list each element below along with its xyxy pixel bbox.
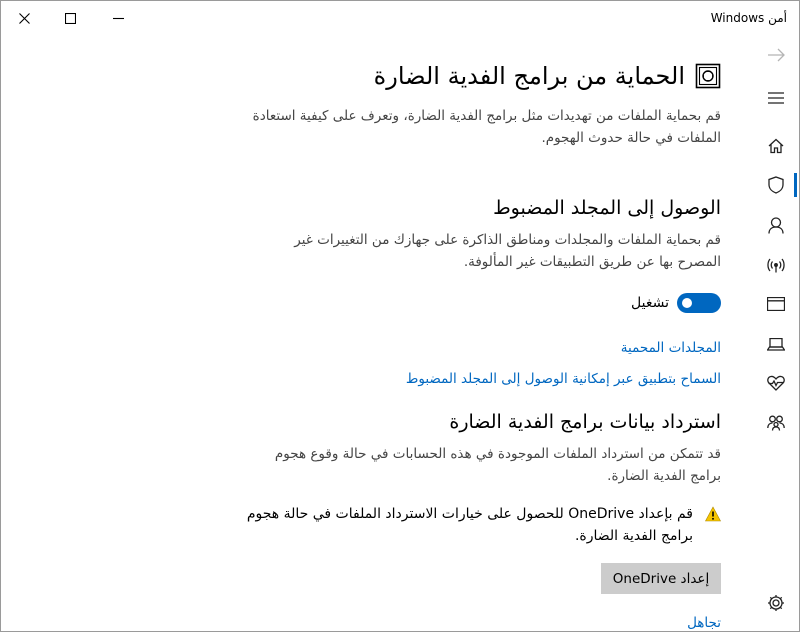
maximize-icon [65,13,76,24]
nav-item-device-security[interactable] [753,324,799,364]
home-icon [768,138,784,154]
settings-icon [767,594,785,612]
back-icon [767,48,785,62]
nav-item-home[interactable] [753,126,799,166]
protected-folders-link[interactable]: المجلدات المحمية [620,340,721,356]
nav-item-family-options[interactable] [753,403,799,443]
maximize-button[interactable] [47,1,93,35]
toggle-knob [682,298,692,308]
back-button[interactable] [753,35,799,75]
nav-item-virus-protection[interactable] [753,165,799,205]
folder-access-toggle-row [631,291,721,315]
nav-item-device-health[interactable] [753,363,799,403]
folder-access-toggle[interactable] [677,293,721,313]
recovery-description: قد تتمكن من استرداد الملفات الموجودة في هذه الحسابات في حالة وقوع هجوم برامج الفدية الضارة. [274,446,721,484]
laptop-icon [767,338,785,351]
title-bar [1,1,799,35]
heart-pulse-icon [767,375,785,391]
minimize-button[interactable] [95,1,141,35]
app-browser-icon [767,297,785,311]
nav-item-settings[interactable] [753,583,799,623]
nav-item-account[interactable] [753,205,799,245]
warning-text: قم بإعداد OneDrive للحصول على خيارات الاسترداد الملفات في حالة هجوم برامج الفدية الضارة. [246,506,693,544]
wireless-icon [767,257,785,273]
shield-icon [768,176,784,194]
dismiss-link[interactable]: تجاهل [687,615,721,631]
onedrive-warning [231,503,721,547]
warning-icon [705,506,721,522]
navigation-rail [753,35,799,631]
nav-item-app-browser[interactable] [753,284,799,324]
family-icon [767,415,785,431]
page-title-row [231,59,721,93]
recovery-heading: استرداد بيانات برامج الفدية الضارة [449,411,721,433]
page-title: الحماية من برامج الفدية الضارة [373,62,685,90]
minimize-icon [113,13,124,24]
close-icon [19,13,30,24]
ransomware-protection-icon [695,63,721,89]
person-icon [768,217,784,234]
setup-onedrive-button[interactable]: إعداد OneDrive [601,563,721,594]
folder-access-heading: الوصول إلى المجلد المضبوط [493,197,721,219]
page-intro: قم بحماية الملفات من تهديدات مثل برامج الفدية الضارة، وتعرف على كيفية استعادة الملفات في حالة حدوث الهجوم. [252,108,721,146]
allow-app-link[interactable]: السماح بتطبيق عبر إمكانية الوصول إلى المجلد المضبوط [405,371,721,387]
toggle-label: تشغيل [631,295,669,311]
window-title: أمن Windows [710,11,787,25]
nav-menu-button[interactable] [753,78,799,118]
folder-access-description: قم بحماية الملفات والمجلدات ومناطق الذاكرة على جهازك من التغييرات غير المصرح بها عن طريق التطبيقات غير المألوفة. [294,232,721,270]
nav-item-firewall[interactable] [753,245,799,285]
menu-icon [768,92,784,104]
nav-active-indicator [794,173,797,197]
close-button[interactable] [1,1,47,35]
